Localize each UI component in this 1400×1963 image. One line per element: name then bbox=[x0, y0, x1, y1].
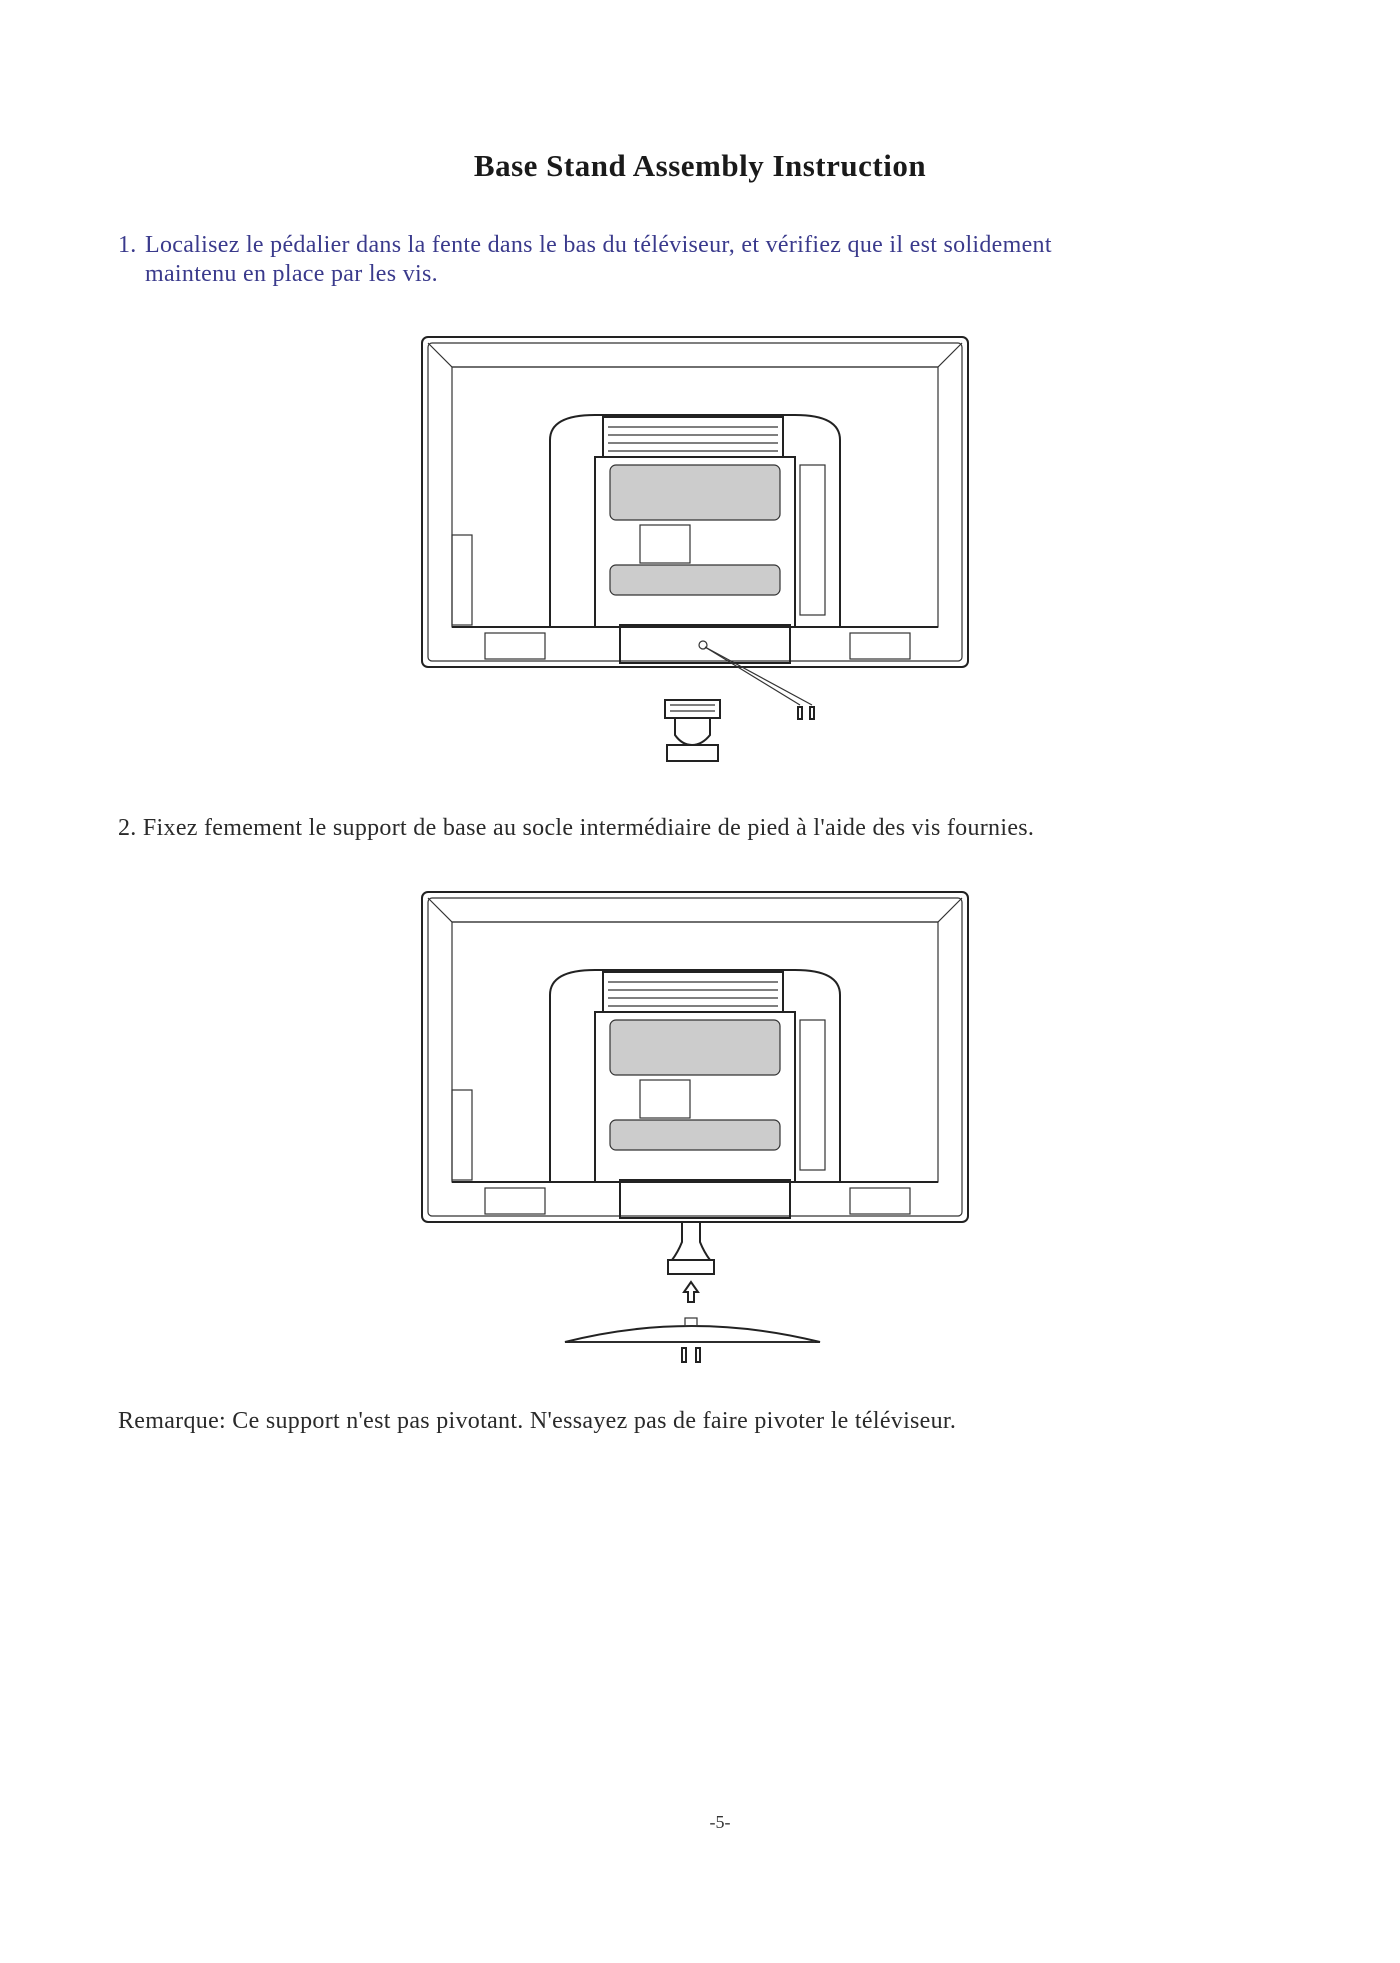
step-2-instruction: 2. Fixez femement le support de base au socle intermédiaire de pied à l'aide des vis fournies. bbox=[118, 815, 1035, 841]
top-vent-grille bbox=[608, 427, 778, 451]
page-number: -5- bbox=[709, 1812, 731, 1832]
step-1-instruction bbox=[118, 231, 1238, 289]
top-vent-grille bbox=[608, 982, 778, 1006]
page-title: Base Stand Assembly Instruction bbox=[473, 148, 927, 183]
up-arrow-icon bbox=[684, 1282, 698, 1302]
stand-base-plate bbox=[565, 1318, 820, 1342]
remark-note: Remarque: Ce support n'est pas pivotant. N'essayez pas de faire pivoter le téléviseur. bbox=[118, 1408, 957, 1434]
diagram-tv-back-base bbox=[420, 890, 980, 1370]
stand-neck bbox=[668, 1222, 714, 1274]
screws bbox=[705, 647, 814, 719]
step-1-number: 1. bbox=[118, 232, 137, 258]
diagram-tv-back-neck bbox=[420, 335, 980, 765]
screws bbox=[682, 1348, 700, 1362]
step-1-line-2: maintenu en place par les vis. bbox=[145, 261, 438, 287]
step-1-line-1: Localisez le pédalier dans la fente dans le bas du téléviseur, et vérifiez que il est solidement bbox=[145, 232, 1052, 258]
stand-neck bbox=[665, 700, 720, 761]
